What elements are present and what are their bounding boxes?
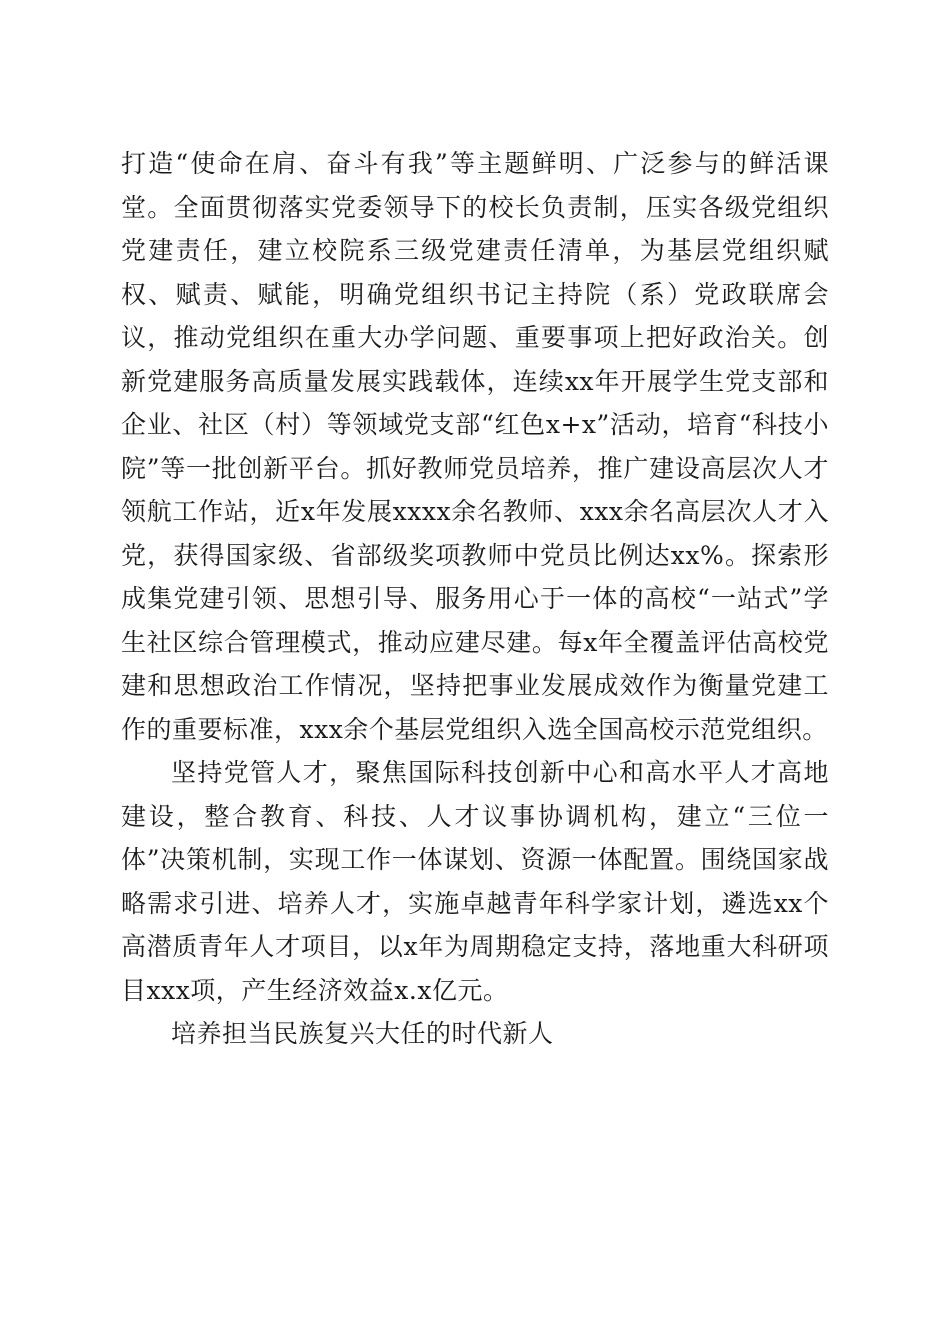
document-body: [121, 142, 829, 1056]
paragraph-talent: 坚持党管人才，聚焦国际科技创新中心和高水平人才高地建设，整合教育、科技、人才议事协调机构，建立“三位一体”决策机制，实现工作一体谋划、资源一体配置。围绕国家战略需求引进、培养人才，实施卓越青年科学家计划，遴选xx个高潜质青年人才项目，以x年为周期稳定支持，落地重大科研项目xxx项，产生经济效益x.x亿元。: [121, 758, 829, 1005]
paragraph-party-building: 打造“使命在肩、奋斗有我”等主题鲜明、广泛参与的鲜活课堂。全面贯彻落实党委领导下的校长负责制，压实各级党组织党建责任，建立校院系三级党建责任清单，为基层党组织赋权、赋责、赋能，明确党组织书记主持院（系）党政联席会议，推动党组织在重大办学问题、重要事项上把好政治关。创新党建服务高质量发展实践载体，连续xx年开展学生党支部和企业、社区（村）等领域党支部“红色x+x”活动，培育“科技小院”等一批创新平台。抓好教师党员培养，推广建设高层次人才领航工作站，近x年发展xxxx余名教师、xxx余名高层次人才入党，获得国家级、省部级奖项教师中党员比例达xx%。探索形成集党建引领、思想引导、服务用心于一体的高校“一站式”学生社区综合管理模式，推动应建尽建。每x年全覆盖评估高校党建和思想政治工作情况，坚持把事业发展成效作为衡量党建工作的重要标准，xxx余个基层党组织入选全国高校示范党组织。: [121, 149, 829, 744]
section-heading-new-generation: 培养担当民族复兴大任的时代新人: [171, 1019, 554, 1048]
